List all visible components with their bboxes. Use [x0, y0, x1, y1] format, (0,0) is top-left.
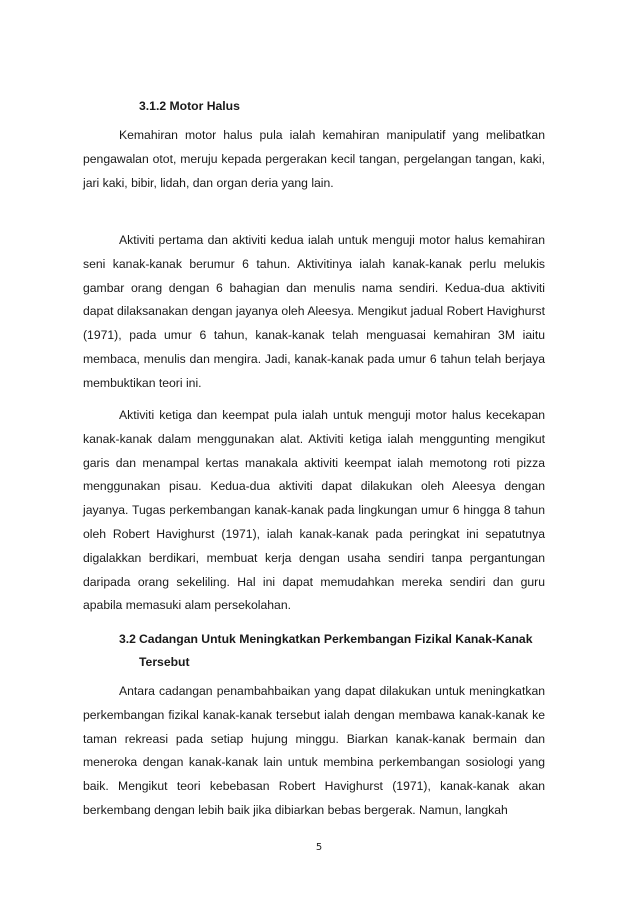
- section-heading-line-1: Cadangan Untuk Meningkatkan Perkembangan Fizikal Kanak-Kanak: [139, 632, 533, 646]
- page-number: 5: [315, 842, 323, 853]
- section-heading-cadangan: [119, 628, 545, 674]
- section-number: 3.2: [119, 632, 136, 646]
- paragraph-activity-three-four: Aktiviti ketiga dan keempat pula ialah untuk menguji motor halus kecekapan kanak-kanak dalam menggunakan alat. Aktiviti ketiga ialah menggunting mengikut garis dan menampal kertas manakala aktiviti keempat ialah memotong roti pizza menggunakan pisau. Kedua-dua aktiviti dapat dilakukan oleh Aleesya dengan jayanya. Tugas perkembangan kanak-kanak pada lingkungan umur 6 hingga 8 tahun oleh Robert Havighurst (1971), ialah kanak-kanak pada peringkat ini sepatutnya digalakkan berdikari, membuat kerja dengan usaha sendiri tanpa pergantungan daripada orang sekeliling. Hal ini dapat memudahkan mereka sendiri dan guru apabila memasuki alam persekolahan.: [83, 408, 545, 613]
- paragraph-cadangan: Antara cadangan penambahbaikan yang dapat dilakukan untuk meningkatkan perkembangan fizikal kanak-kanak tersebut ialah dengan membawa kanak-kanak ke taman rekreasi pada setiap hujung minggu. Biarkan kanak-kanak bermain dan meneroka dengan kanak-kanak lain untuk membina perkembangan sosiologi yang baik. Mengikut teori kebebasan Robert Havighurst (1971), kanak-kanak akan berkembang dengan lebih baik jika dibiarkan bebas bergerak. Namun, langkah: [83, 684, 545, 817]
- section-heading-line-2: Tersebut: [139, 655, 190, 669]
- paragraph-motor-halus-definition: Kemahiran motor halus pula ialah kemahiran manipulatif yang melibatkan pengawalan otot, meruju kepada pergerakan kecil tangan, pergelangan tangan, kaki, jari kaki, bibir, lidah, dan organ deria yang lain.: [83, 128, 545, 190]
- section-heading-motor-halus: 3.1.2 Motor Halus: [139, 99, 240, 113]
- paragraph-activity-one-two: Aktiviti pertama dan aktiviti kedua ialah untuk menguji motor halus kemahiran seni kanak-kanak berumur 6 tahun. Aktivitinya ialah kanak-kanak perlu melukis gambar orang dengan 6 bahagian dan menulis nama sendiri. Kedua-dua aktiviti dapat dilaksanakan dengan jayanya oleh Aleesya. Mengikut jadual Robert Havighurst (1971), pada umur 6 tahun, kanak-kanak telah menguasai kemahiran 3M iaitu membaca, menulis dan mengira. Jadi, kanak-kanak pada umur 6 tahun telah berjaya membuktikan teori ini.: [83, 233, 545, 390]
